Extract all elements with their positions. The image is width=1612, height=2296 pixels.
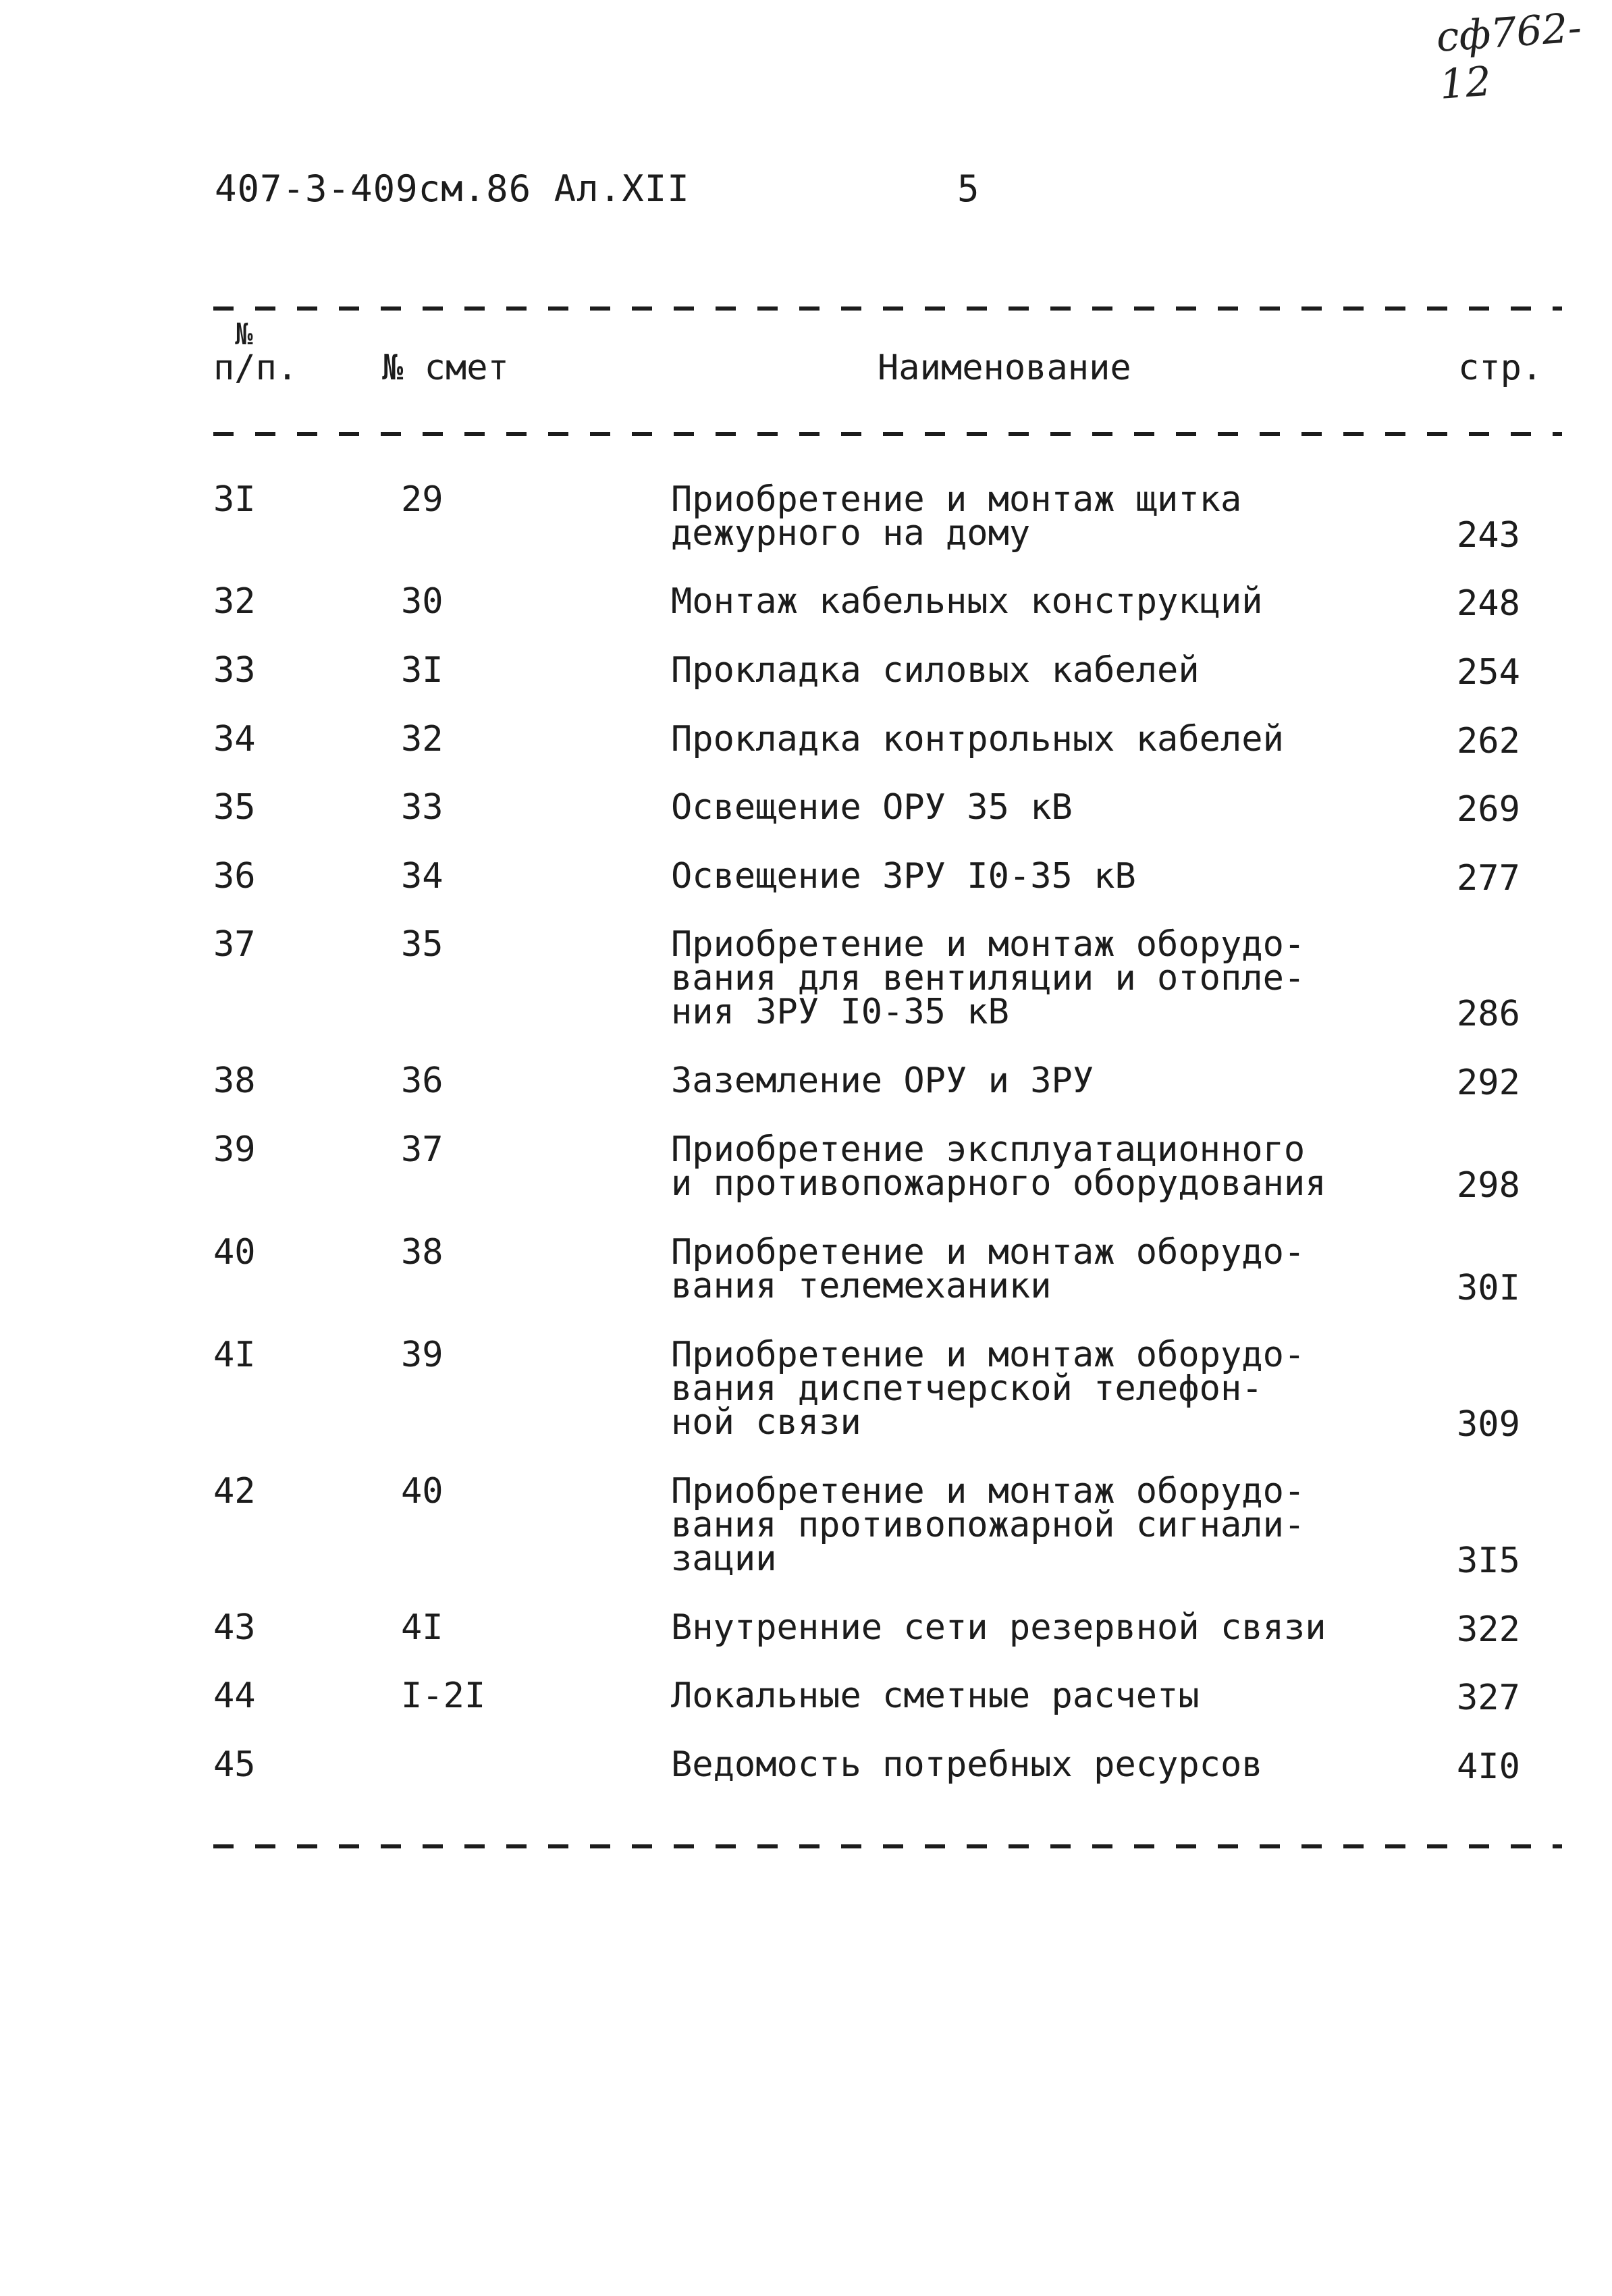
document-code: 407-3-409см.86 Ал.XII	[215, 167, 690, 210]
page-ref: 243	[1457, 515, 1520, 556]
estimate-number: 30	[401, 581, 444, 622]
estimate-number: 32	[401, 719, 444, 759]
estimate-number: 40	[401, 1471, 444, 1512]
estimate-number: I-2I	[401, 1676, 486, 1716]
item-name: Локальные сметные расчеты	[671, 1676, 1200, 1716]
header-name: Наименование	[878, 348, 1131, 388]
page-ref: 254	[1457, 652, 1520, 693]
estimate-number: 33	[401, 787, 444, 828]
item-name: Освещение ЗРУ I0-35 кВ	[671, 856, 1136, 897]
header-num-symbol: №	[235, 317, 253, 352]
estimate-number: 39	[401, 1335, 444, 1375]
row-number: 35	[213, 787, 256, 828]
item-name: Приобретение эксплуатационного и противопожарного оборудования	[671, 1129, 1326, 1204]
page-number: 5	[957, 167, 979, 210]
item-name: Освещение ОРУ 35 кВ	[671, 787, 1073, 828]
estimate-number: 4I	[401, 1607, 444, 1648]
item-name: Приобретение и монтаж оборудо- вания телемеханики	[671, 1232, 1306, 1306]
header-rule	[213, 432, 1562, 436]
row-number: 44	[213, 1676, 256, 1716]
item-name: Внутренние сети резервной связи	[671, 1607, 1326, 1648]
estimate-number: 36	[401, 1061, 444, 1101]
row-number: 42	[213, 1471, 256, 1512]
handwritten-note: сф762-12	[1434, 4, 1584, 109]
row-number: 40	[213, 1232, 256, 1273]
row-number: 4I	[213, 1335, 256, 1375]
row-number: 33	[213, 650, 256, 691]
page-ref: 322	[1457, 1609, 1520, 1650]
page-ref: 4I0	[1457, 1746, 1520, 1787]
item-name: Прокладка контрольных кабелей	[671, 719, 1284, 759]
page-ref: 327	[1457, 1678, 1520, 1718]
item-name: Приобретение и монтаж оборудо- вания противопожарной сигнали- зации	[671, 1471, 1306, 1579]
header-estimate: № смет	[382, 348, 509, 388]
estimate-number: 29	[401, 479, 444, 520]
row-number: 3I	[213, 479, 256, 520]
page-ref: 248	[1457, 583, 1520, 624]
row-number: 43	[213, 1607, 256, 1648]
row-number: 37	[213, 924, 256, 965]
row-number: 39	[213, 1129, 256, 1170]
row-number: 45	[213, 1744, 256, 1785]
page-ref: 309	[1457, 1404, 1520, 1445]
bottom-rule	[213, 1844, 1562, 1848]
page-ref: 3I5	[1457, 1541, 1520, 1581]
item-name: Заземление ОРУ и ЗРУ	[671, 1061, 1094, 1101]
top-rule	[213, 306, 1562, 311]
estimate-number: 37	[401, 1129, 444, 1170]
item-name: Приобретение и монтаж щитка дежурного на дому	[671, 479, 1242, 554]
item-name: Приобретение и монтаж оборудо- вания диспетчерской телефон- ной связи	[671, 1335, 1306, 1443]
header-page: стр.	[1458, 348, 1543, 388]
page-ref: 269	[1457, 789, 1520, 830]
page-ref: 262	[1457, 721, 1520, 762]
item-name: Приобретение и монтаж оборудо- вания для вентиляции и отопле- ния ЗРУ I0-35 кВ	[671, 924, 1306, 1032]
item-name: Ведомость потребных ресурсов	[671, 1744, 1263, 1785]
page-ref: 286	[1457, 994, 1520, 1034]
item-name: Монтаж кабельных конструкций	[671, 581, 1263, 622]
page-ref: 277	[1457, 858, 1520, 899]
page-ref: 298	[1457, 1165, 1520, 1206]
row-number: 38	[213, 1061, 256, 1101]
row-number: 32	[213, 581, 256, 622]
item-name: Прокладка силовых кабелей	[671, 650, 1200, 691]
estimate-number: 38	[401, 1232, 444, 1273]
row-number: 36	[213, 856, 256, 897]
estimate-number: 3I	[401, 650, 444, 691]
header-num: п/п.	[213, 348, 298, 388]
page-ref: 292	[1457, 1063, 1520, 1103]
row-number: 34	[213, 719, 256, 759]
estimate-number: 35	[401, 924, 444, 965]
estimate-number: 34	[401, 856, 444, 897]
page-ref: 30I	[1457, 1268, 1520, 1308]
